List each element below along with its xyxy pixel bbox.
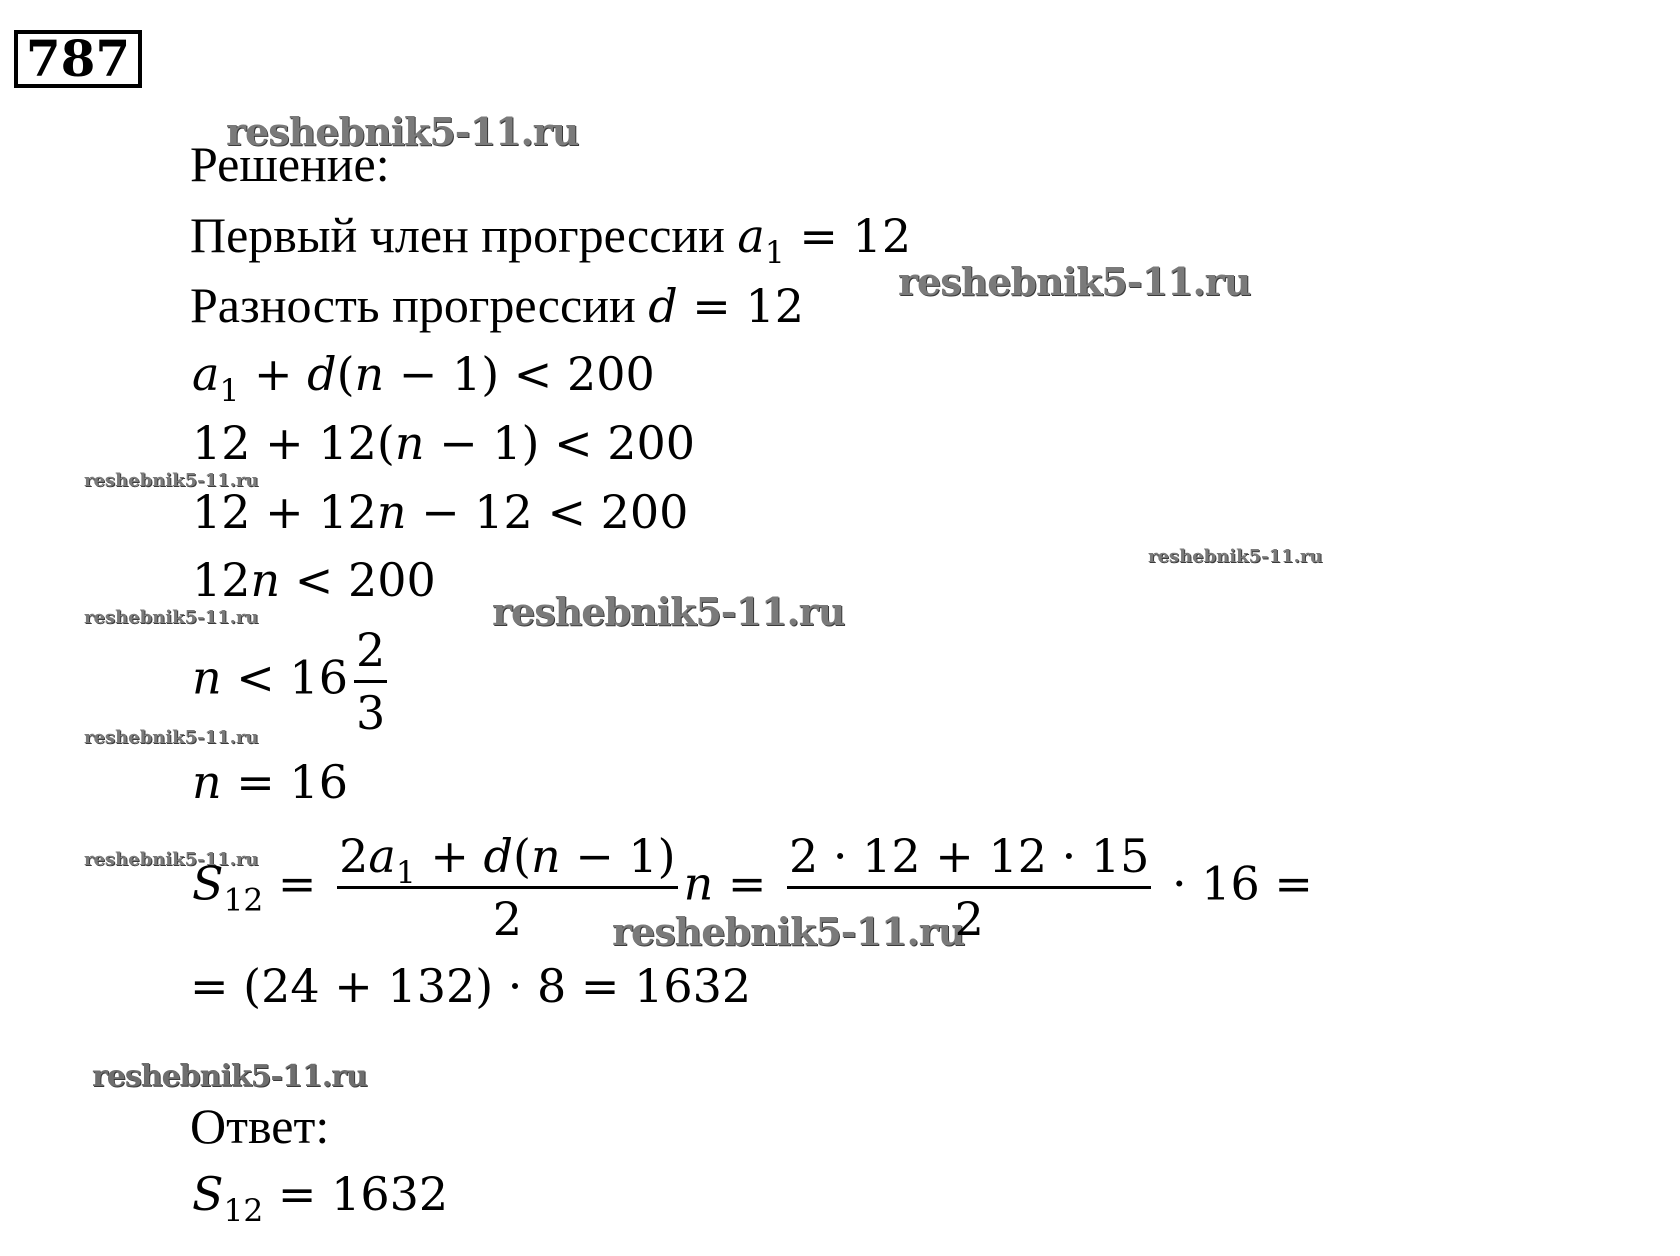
problem-number: 787 [14, 30, 142, 88]
n-value: n = 16 [192, 755, 348, 809]
watermark: reshebnik5-11.ru [84, 727, 259, 748]
watermark: reshebnik5-11.ru [84, 849, 259, 870]
inequality-1: $a_1 + d(n - 1) < 200$ [192, 347, 655, 409]
fraction: $\frac{2}{3}$ [354, 620, 387, 743]
answer-heading: Ответ: [190, 1098, 330, 1154]
inequality-4: 12n < 200 [192, 553, 436, 607]
watermark: reshebnik5-11.ru [898, 259, 1251, 304]
sum-calculation: = (24 + 132) · 8 = 1632 [190, 959, 752, 1013]
watermark: reshebnik5-11.ru [226, 109, 579, 154]
sum-fraction-2: $\frac{2 \cdot 12 + 12 \cdot 15}{2}$ [787, 826, 1151, 949]
solution-heading: Решение: [190, 136, 390, 192]
watermark: reshebnik5-11.ru [84, 607, 259, 628]
first-term-line: Первый член прогрессии $a_1 = 12$ [190, 207, 912, 271]
watermark: reshebnik5-11.ru [92, 1059, 367, 1094]
watermark: reshebnik5-11.ru [492, 589, 845, 634]
difference-line: Разность прогрессии d = 12 [190, 277, 804, 333]
sum-fraction-1: $\frac{2a_1 + d(n - 1)}{2}$ [337, 826, 677, 949]
inequality-2: 12 + 12(n − 1) < 200 [192, 416, 696, 470]
inequality-3: 12 + 12n − 12 < 200 [192, 485, 689, 539]
watermark: reshebnik5-11.ru [1148, 546, 1323, 567]
inequality-5: n < 16 $\frac{2}{3}$ [192, 620, 393, 743]
watermark: reshebnik5-11.ru [612, 909, 965, 954]
watermark: reshebnik5-11.ru [84, 470, 259, 491]
answer-value: $S_{12} = 1632$ [192, 1167, 449, 1229]
sum-formula: $S_{12}$ = $\frac{2a_1 + d(n - 1)}{2}$ n = $\frac{2 \cdot 12 + 12 \cdot 15}{2}$ · 16 = [192, 826, 1313, 949]
